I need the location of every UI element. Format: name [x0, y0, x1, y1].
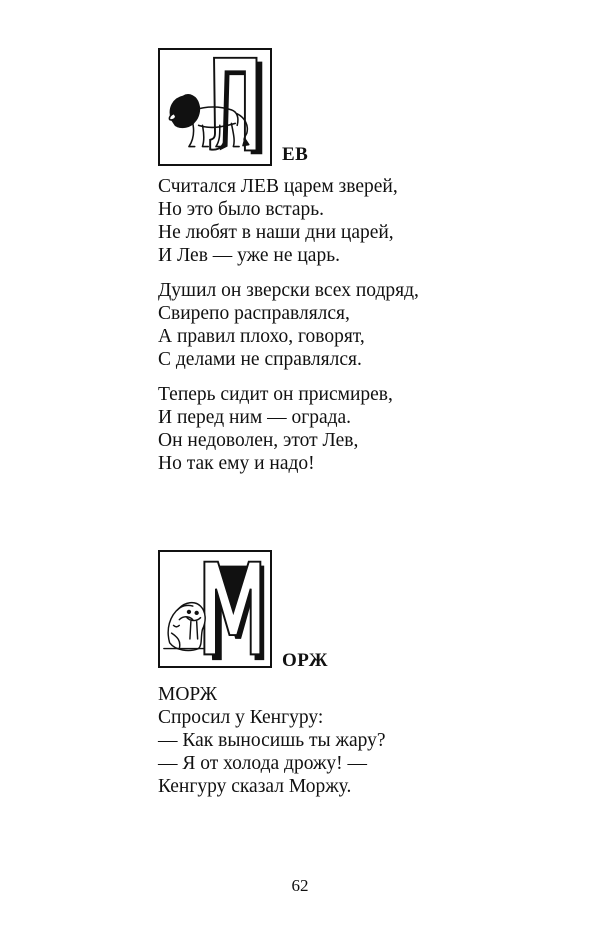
poem-line: Кенгуру сказал Моржу. [158, 776, 352, 797]
walrus-poem [158, 683, 386, 810]
walrus-icon [164, 603, 205, 651]
poem-line: И перед ним — ограда. [158, 407, 352, 428]
poem-line: Считался ЛЕВ царем зверей, [158, 176, 398, 197]
poem-line: МОРЖ [158, 684, 218, 705]
lion-stanza-3 [158, 383, 419, 475]
page-number: 62 [291, 876, 309, 895]
poem-line: Теперь сидит он присмирев, [158, 384, 393, 405]
poem-line: Свирепо расправлялся, [158, 303, 350, 324]
poem-line: Не любят в наши дни царей, [158, 222, 394, 243]
poem-line: — Как выносишь ты жару? [158, 730, 386, 751]
lion-title-rest: ЕВ [282, 144, 309, 165]
poem-line: Он недоволен, этот Лев, [158, 430, 359, 451]
walrus-initial-box [158, 550, 272, 668]
poem-line: — Я от холода дрожу! — [158, 753, 368, 774]
lion-poem [158, 175, 419, 487]
poem-line: Душил он зверски всех подряд, [158, 280, 419, 301]
walrus-initial-letter [160, 552, 270, 666]
poem-line: С делами не справлялся. [158, 349, 362, 370]
walrus-title-rest: ОРЖ [282, 650, 329, 671]
lion-stanza-2 [158, 279, 419, 371]
lion-initial-letter [160, 50, 270, 164]
lion-icon [169, 95, 248, 147]
poem-line: Но так ему и надо! [158, 453, 315, 474]
poem-line: Но это было встарь. [158, 199, 325, 220]
poem-line: А правил плохо, говорят, [158, 326, 365, 347]
poem-line: И Лев — уже не царь. [158, 245, 340, 266]
lion-initial-box [158, 48, 272, 166]
poem-line: Спросил у Кенгуру: [158, 707, 324, 728]
lion-stanza-1 [158, 175, 419, 267]
walrus-stanza-1 [158, 683, 386, 798]
